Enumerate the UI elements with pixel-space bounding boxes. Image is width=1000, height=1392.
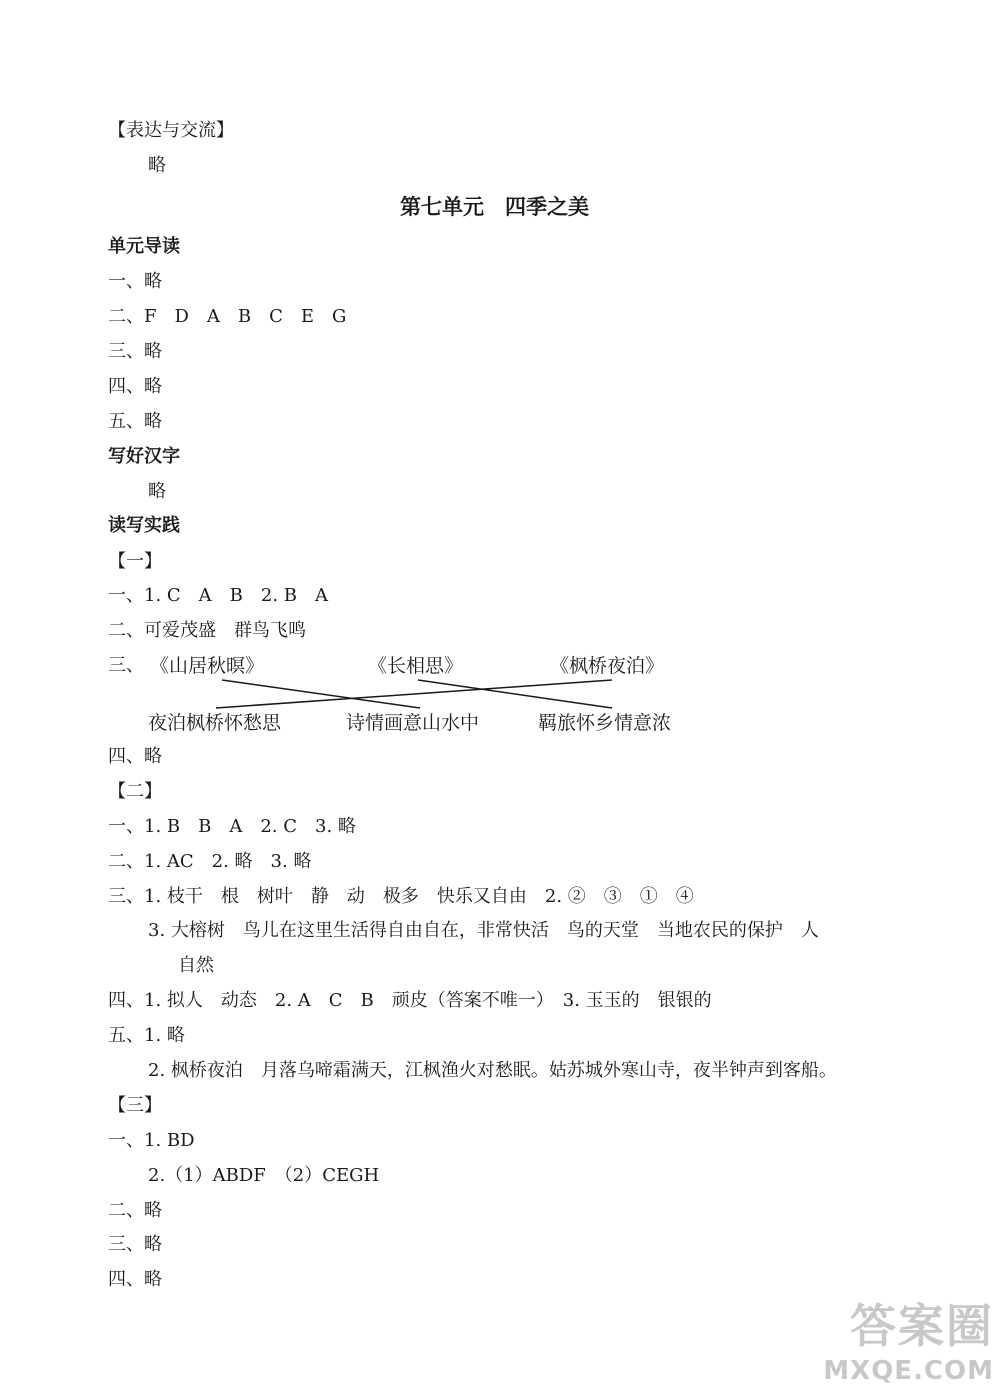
part3-q4: 四、略 <box>108 1269 162 1290</box>
unit-title: 第七单元 四季之美 <box>400 195 589 219</box>
watermark-logo <box>823 1290 994 1386</box>
theme-3: 羁旅怀乡情意浓 <box>538 712 672 734</box>
part2-q5b: 2. 枫桥夜泊 月落乌啼霜满天，江枫渔火对愁眠。姑苏城外寒山寺，夜半钟声到客船。 <box>148 1060 837 1081</box>
poem-changxiangsi: 《长相思》 <box>368 655 464 677</box>
part3-q2: 二、略 <box>108 1200 162 1221</box>
part2-q3b: 3. 大榕树 鸟儿在这里生活得自由自在，非常快活 鸟的天堂 当地农民的保护 人 <box>148 920 819 941</box>
watermark-main: 答案圈 <box>850 1299 994 1353</box>
heading-writing: 写好汉字 <box>108 446 180 467</box>
match-line-3 <box>216 680 612 708</box>
part-label-3: 【三】 <box>108 1095 162 1116</box>
part3-q1a: 一、1. BD <box>108 1130 195 1151</box>
theme-2: 诗情画意山水中 <box>346 712 480 734</box>
part-label-2: 【二】 <box>108 781 162 802</box>
part2-q3c: 自然 <box>178 955 214 976</box>
poem-fengqiao-yebo: 《枫桥夜泊》 <box>550 655 665 677</box>
part2-q3a: 三、1. 枝干 根 树叶 静 动 极多 快乐又自由 2. ② ③ ① ④ <box>108 886 694 907</box>
part3-q1b: 2.（1）ABDF （2）CEGH <box>148 1165 380 1186</box>
match-line-2 <box>418 680 612 708</box>
part1-q1: 一、1. C A B 2. B A <box>108 585 329 606</box>
match-line-1 <box>222 680 420 708</box>
guide-item-5: 五、略 <box>108 411 162 432</box>
section-label-expression: 【表达与交流】 <box>108 120 234 141</box>
part2-q4: 四、1. 拟人 动态 2. A C B 顽皮（答案不唯一） 3. 玉玉的 银银的 <box>108 990 712 1011</box>
part-label-1: 【一】 <box>108 551 162 572</box>
guide-item-3: 三、略 <box>108 341 162 362</box>
guide-item-1: 一、略 <box>108 271 162 292</box>
part2-q2: 二、1. AC 2. 略 3. 略 <box>108 851 312 872</box>
heading-practice: 读写实践 <box>108 515 180 536</box>
part1-q4: 四、略 <box>108 746 162 767</box>
heading-unit-guide: 单元导读 <box>108 236 180 257</box>
poem-shanju-qiuming: 《山居秋暝》 <box>150 655 265 677</box>
theme-1: 夜泊枫桥怀愁思 <box>148 712 282 734</box>
part3-q3: 三、略 <box>108 1234 162 1255</box>
writing-answer: 略 <box>148 481 166 502</box>
part2-q1: 一、1. B B A 2. C 3. 略 <box>108 816 356 837</box>
part2-q5a: 五、1. 略 <box>108 1025 185 1046</box>
guide-item-4: 四、略 <box>108 376 162 397</box>
watermark-site: MXQE.COM <box>823 1356 994 1386</box>
part1-q2: 二、可爱茂盛 群鸟飞鸣 <box>108 620 306 641</box>
guide-item-2: 二、F D A B C E G <box>108 306 347 327</box>
answer-text: 略 <box>148 155 166 176</box>
part1-q3-prefix: 三、 <box>108 655 144 676</box>
